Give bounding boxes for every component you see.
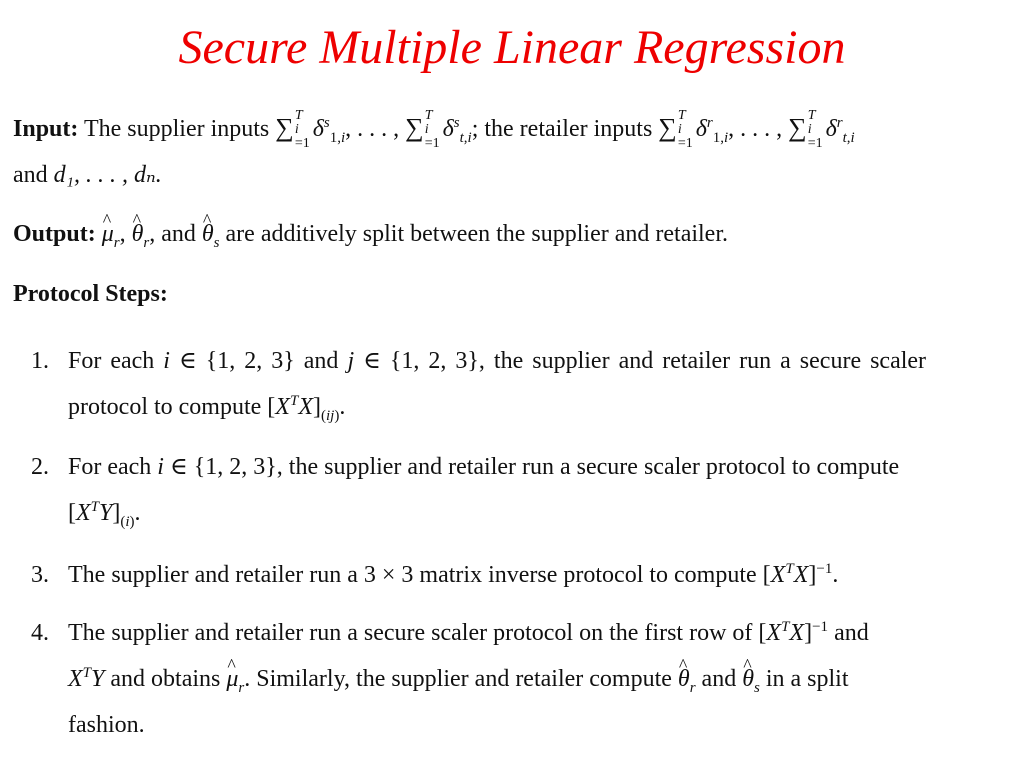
math-sum-retailer: ∑ T i =1 $\delta^r_{1,i}$, . . . , ∑ T i =1 $\delta^r_{t,i}$ [658,108,855,152]
step-number: 2. [31,454,49,480]
output-paragraph [13,210,1013,258]
step-text: For each [68,454,152,480]
output-text: are additively split between the supplier and retailer. [225,221,729,247]
math-expr: ^ $\theta_r$ [678,666,696,692]
step-text: protocol to compute [68,394,262,420]
step-text: fashion. [68,712,145,738]
step-text: in a split [765,666,849,692]
math-output-vars: ^ $\mu_r$, ^ $\theta_r$, and ^ $\theta_s$ [102,221,220,247]
math-expr: $[X^TX]^{-1}$. [762,561,839,588]
math-expr: $X^TY$ [68,665,105,692]
input-paragraph [13,104,1013,197]
step-text: The supplier and retailer run a [68,562,358,588]
step-text: and [834,620,869,646]
step-text: Similarly, the supplier and retailer compute [256,666,672,692]
step-text: the supplier and retailer run a secure scaler [493,348,927,374]
step-text: matrix inverse protocol to compute [419,562,757,588]
step-number: 4. [31,620,49,646]
page-title: Secure Multiple Linear Regression [178,21,846,74]
input-text-1: The supplier inputs [83,116,270,142]
step-1 [31,338,1011,430]
step-number: 3. [31,562,49,588]
math-expr: 3 × 3 [363,562,414,588]
output-label: Output: [13,221,96,247]
math-expr: $[X^TY]_{(i)}$. [68,499,141,530]
step-text: and [701,666,737,692]
math-expr: i ∈ {1, 2, 3} and j ∈ {1, 2, 3}, [163,348,485,374]
input-label: Input: [13,116,79,142]
step-3 [31,552,1011,598]
step-text: the supplier and retailer run a secure scaler protocol to compute [288,454,900,480]
step-text: and obtains [110,666,221,692]
math-expr: i ∈ {1, 2, 3}, [157,454,283,480]
step-text: For each [68,348,155,374]
input-vars: d₁, . . . , dₙ. [53,162,162,188]
input-text-2: ; the retailer inputs [471,116,653,142]
math-sum-supplier: ∑ T i =1 $\delta^s_{1,i}$, . . . , ∑ T i =1 $\delta^s_{t,i}$ [275,108,472,152]
math-expr: ^ $\theta_s$ [742,666,760,692]
steps-heading: Protocol Steps: [13,281,168,307]
math-expr: $[X^TX]_{(ij)}$. [267,393,346,424]
math-expr: $[X^TX]^{-1}$ [758,619,829,646]
step-4 [31,610,1011,748]
step-text: The supplier and retailer run a secure scaler protocol on the first row of [68,620,753,646]
step-2 [31,444,1011,536]
input-text-3: and [13,162,48,188]
math-expr: ^ $\mu_r$. [226,666,250,692]
step-number: 1. [31,348,49,374]
